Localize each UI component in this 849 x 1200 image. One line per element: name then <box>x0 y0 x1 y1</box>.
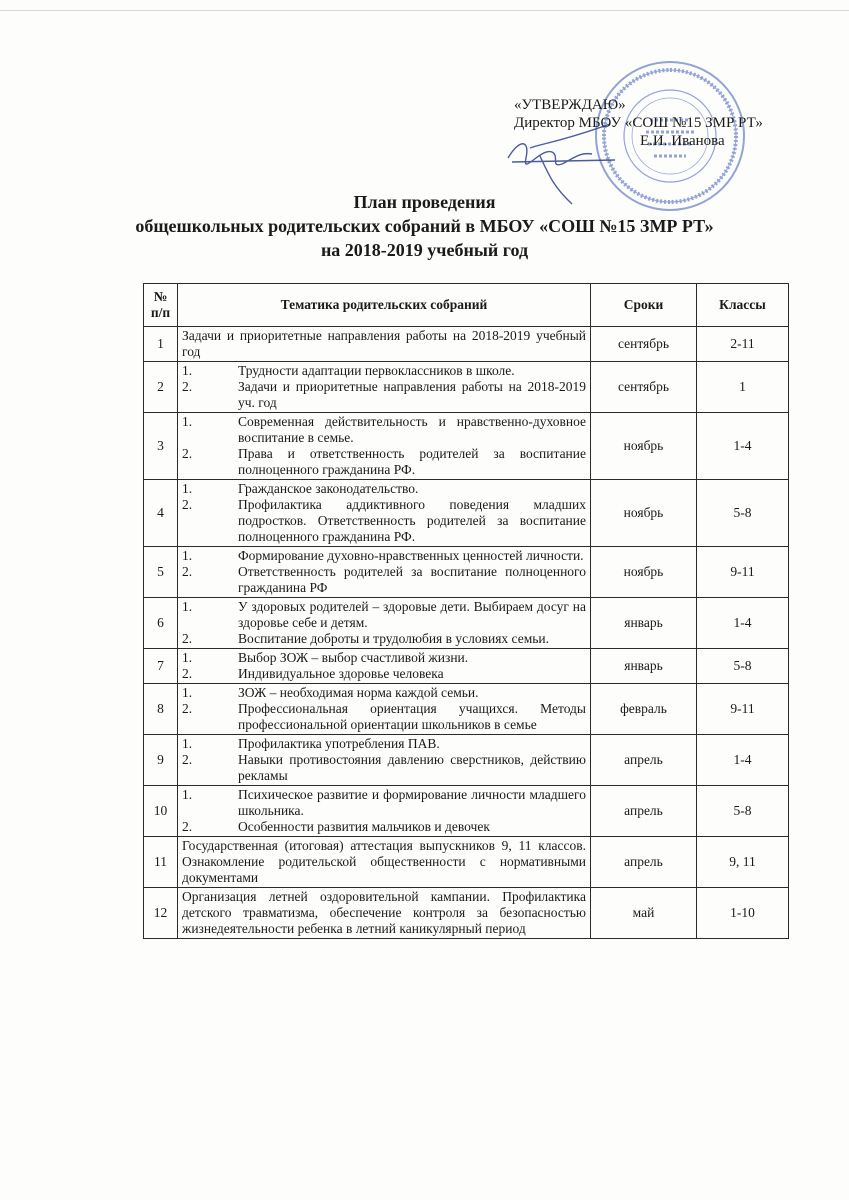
topic-item <box>182 363 586 379</box>
topic-item-text: Современная действительность и нравственно-духовное воспитание в семье. <box>238 414 586 445</box>
topic-item-text: ЗОЖ – необходимая норма каждой семьи. <box>238 685 479 700</box>
table-row <box>144 547 789 598</box>
topic-item <box>182 819 586 835</box>
table-header-row <box>144 284 789 327</box>
table-row <box>144 327 789 362</box>
topic-item <box>182 497 586 545</box>
topic-item-number: 1. <box>182 650 193 665</box>
topic-item <box>182 379 586 411</box>
row-period: январь <box>591 649 697 684</box>
topic-item <box>182 446 586 478</box>
row-topic <box>178 649 591 684</box>
table-body <box>144 327 789 939</box>
topic-item <box>182 414 586 446</box>
row-classes: 5-8 <box>697 786 789 837</box>
row-classes: 5-8 <box>697 480 789 547</box>
row-classes: 1-4 <box>697 413 789 480</box>
topic-item-number: 1. <box>182 548 193 563</box>
topic-item <box>182 599 586 631</box>
topic-item-number: 2. <box>182 497 193 512</box>
topic-item-text: Навыки противостояния давлению сверстников, действию рекламы <box>238 752 586 783</box>
topic-item <box>182 650 586 666</box>
table-row <box>144 786 789 837</box>
row-number: 3 <box>144 413 178 480</box>
row-number: 5 <box>144 547 178 598</box>
row-number: 2 <box>144 362 178 413</box>
topic-item <box>182 752 586 784</box>
row-topic: Организация летней оздоровительной кампании. Профилактика детского травматизма, обеспечение контроля за безопасностью жизнедеятельности ребенка в летний каникулярный период <box>178 888 591 939</box>
topic-item-number: 2. <box>182 701 193 716</box>
row-number: 11 <box>144 837 178 888</box>
row-topic <box>178 547 591 598</box>
row-number: 7 <box>144 649 178 684</box>
topic-item-text: Трудности адаптации первоклассников в школе. <box>238 363 515 378</box>
row-topic: Задачи и приоритетные направления работы на 2018-2019 учебный год <box>178 327 591 362</box>
topic-item-number: 1. <box>182 787 193 802</box>
table-row <box>144 684 789 735</box>
table-row <box>144 735 789 786</box>
topic-item <box>182 701 586 733</box>
row-classes: 9-11 <box>697 547 789 598</box>
row-topic <box>178 598 591 649</box>
row-topic: Государственная (итоговая) аттестация выпускников 9, 11 классов. Ознакомление родительской общественности с нормативными документами <box>178 837 591 888</box>
row-topic <box>178 735 591 786</box>
table-row <box>144 649 789 684</box>
row-number: 1 <box>144 327 178 362</box>
row-number: 10 <box>144 786 178 837</box>
row-topic <box>178 362 591 413</box>
row-classes: 9, 11 <box>697 837 789 888</box>
topic-item <box>182 548 586 564</box>
table-row <box>144 888 789 939</box>
row-classes: 2-11 <box>697 327 789 362</box>
row-period: апрель <box>591 786 697 837</box>
row-number: 4 <box>144 480 178 547</box>
row-number: 12 <box>144 888 178 939</box>
topic-item-text: Особенности развития мальчиков и девочек <box>238 819 490 834</box>
topic-item-text: Профессиональная ориентация учащихся. Методы профессиональной ориентации школьников в семье <box>238 701 586 732</box>
row-period: ноябрь <box>591 413 697 480</box>
header-classes: Классы <box>697 284 789 327</box>
row-period: февраль <box>591 684 697 735</box>
table-row <box>144 837 789 888</box>
page-title <box>0 190 849 262</box>
title-line-2: общешкольных родительских собраний в МБОУ «СОШ №15 ЗМР РТ» <box>135 216 714 236</box>
row-classes: 1-4 <box>697 598 789 649</box>
row-period: апрель <box>591 837 697 888</box>
topic-item-text: Задачи и приоритетные направления работы на 2018-2019 уч. год <box>238 379 586 410</box>
director-name: Е.И. Иванова <box>640 133 725 149</box>
topic-item <box>182 685 586 701</box>
row-period: ноябрь <box>591 547 697 598</box>
approval-block <box>514 96 763 150</box>
row-period: май <box>591 888 697 939</box>
row-period: апрель <box>591 735 697 786</box>
header-num: № п/п <box>144 284 178 327</box>
topic-item-number: 2. <box>182 446 193 461</box>
row-classes: 9-11 <box>697 684 789 735</box>
scan-edge-line <box>0 10 849 11</box>
topic-item-number: 2. <box>182 666 193 681</box>
topic-item-number: 1. <box>182 599 193 614</box>
table-row <box>144 598 789 649</box>
topic-item-text: Выбор ЗОЖ – выбор счастливой жизни. <box>238 650 469 665</box>
topic-item-text: У здоровых родителей – здоровые дети. Выбираем досуг на здоровье себе и детям. <box>238 599 586 630</box>
row-topic <box>178 480 591 547</box>
topic-item-text: Психическое развитие и формирование личности младшего школьника. <box>238 787 586 818</box>
topic-item-text: Индивидуальное здоровье человека <box>238 666 444 681</box>
row-classes: 1 <box>697 362 789 413</box>
row-classes: 1-4 <box>697 735 789 786</box>
topic-item-number: 2. <box>182 631 193 646</box>
topic-item-text: Права и ответственность родителей за воспитание полноценного гражданина РФ. <box>238 446 586 477</box>
table-row <box>144 362 789 413</box>
meetings-plan-table <box>143 283 789 939</box>
topic-item-text: Профилактика аддиктивного поведения младших подростков. Ответственность родителей за воспитание полноценного гражданина РФ. <box>238 497 586 544</box>
row-period: январь <box>591 598 697 649</box>
topic-item-text: Формирование духовно-нравственных ценностей личности. <box>238 548 584 563</box>
director-title: Директор МБОУ «СОШ №15 ЗМР РТ» <box>514 115 763 131</box>
topic-item-text: Гражданское законодательство. <box>238 481 419 496</box>
row-topic <box>178 413 591 480</box>
topic-item-number: 1. <box>182 363 193 378</box>
topic-item-text: Воспитание доброты и трудолюбия в условиях семьи. <box>238 631 549 646</box>
row-classes: 1-10 <box>697 888 789 939</box>
row-topic <box>178 786 591 837</box>
topic-item-number: 2. <box>182 379 193 394</box>
topic-item-text: Профилактика употребления ПАВ. <box>238 736 440 751</box>
topic-item-number: 1. <box>182 736 193 751</box>
row-number: 9 <box>144 735 178 786</box>
approval-heading: «УТВЕРЖДАЮ» <box>514 97 626 113</box>
topic-item <box>182 787 586 819</box>
topic-item <box>182 736 586 752</box>
header-period: Сроки <box>591 284 697 327</box>
table-row <box>144 480 789 547</box>
topic-item <box>182 564 586 596</box>
row-topic <box>178 684 591 735</box>
row-period: сентябрь <box>591 362 697 413</box>
topic-item-number: 2. <box>182 819 193 834</box>
topic-item-number: 2. <box>182 752 193 767</box>
row-classes: 5-8 <box>697 649 789 684</box>
row-period: сентябрь <box>591 327 697 362</box>
title-line-3: на 2018-2019 учебный год <box>320 240 529 260</box>
topic-item <box>182 481 586 497</box>
topic-item-number: 1. <box>182 685 193 700</box>
table-row <box>144 413 789 480</box>
topic-item-number: 1. <box>182 481 193 496</box>
row-period: ноябрь <box>591 480 697 547</box>
topic-item <box>182 666 586 682</box>
topic-item-number: 1. <box>182 414 193 429</box>
row-number: 6 <box>144 598 178 649</box>
topic-item <box>182 631 586 647</box>
topic-item-text: Ответственность родителей за воспитание полноценного гражданина РФ <box>238 564 586 595</box>
topic-item-number: 2. <box>182 564 193 579</box>
row-number: 8 <box>144 684 178 735</box>
header-topic: Тематика родительских собраний <box>178 284 591 327</box>
title-line-1: План проведения <box>353 192 496 212</box>
